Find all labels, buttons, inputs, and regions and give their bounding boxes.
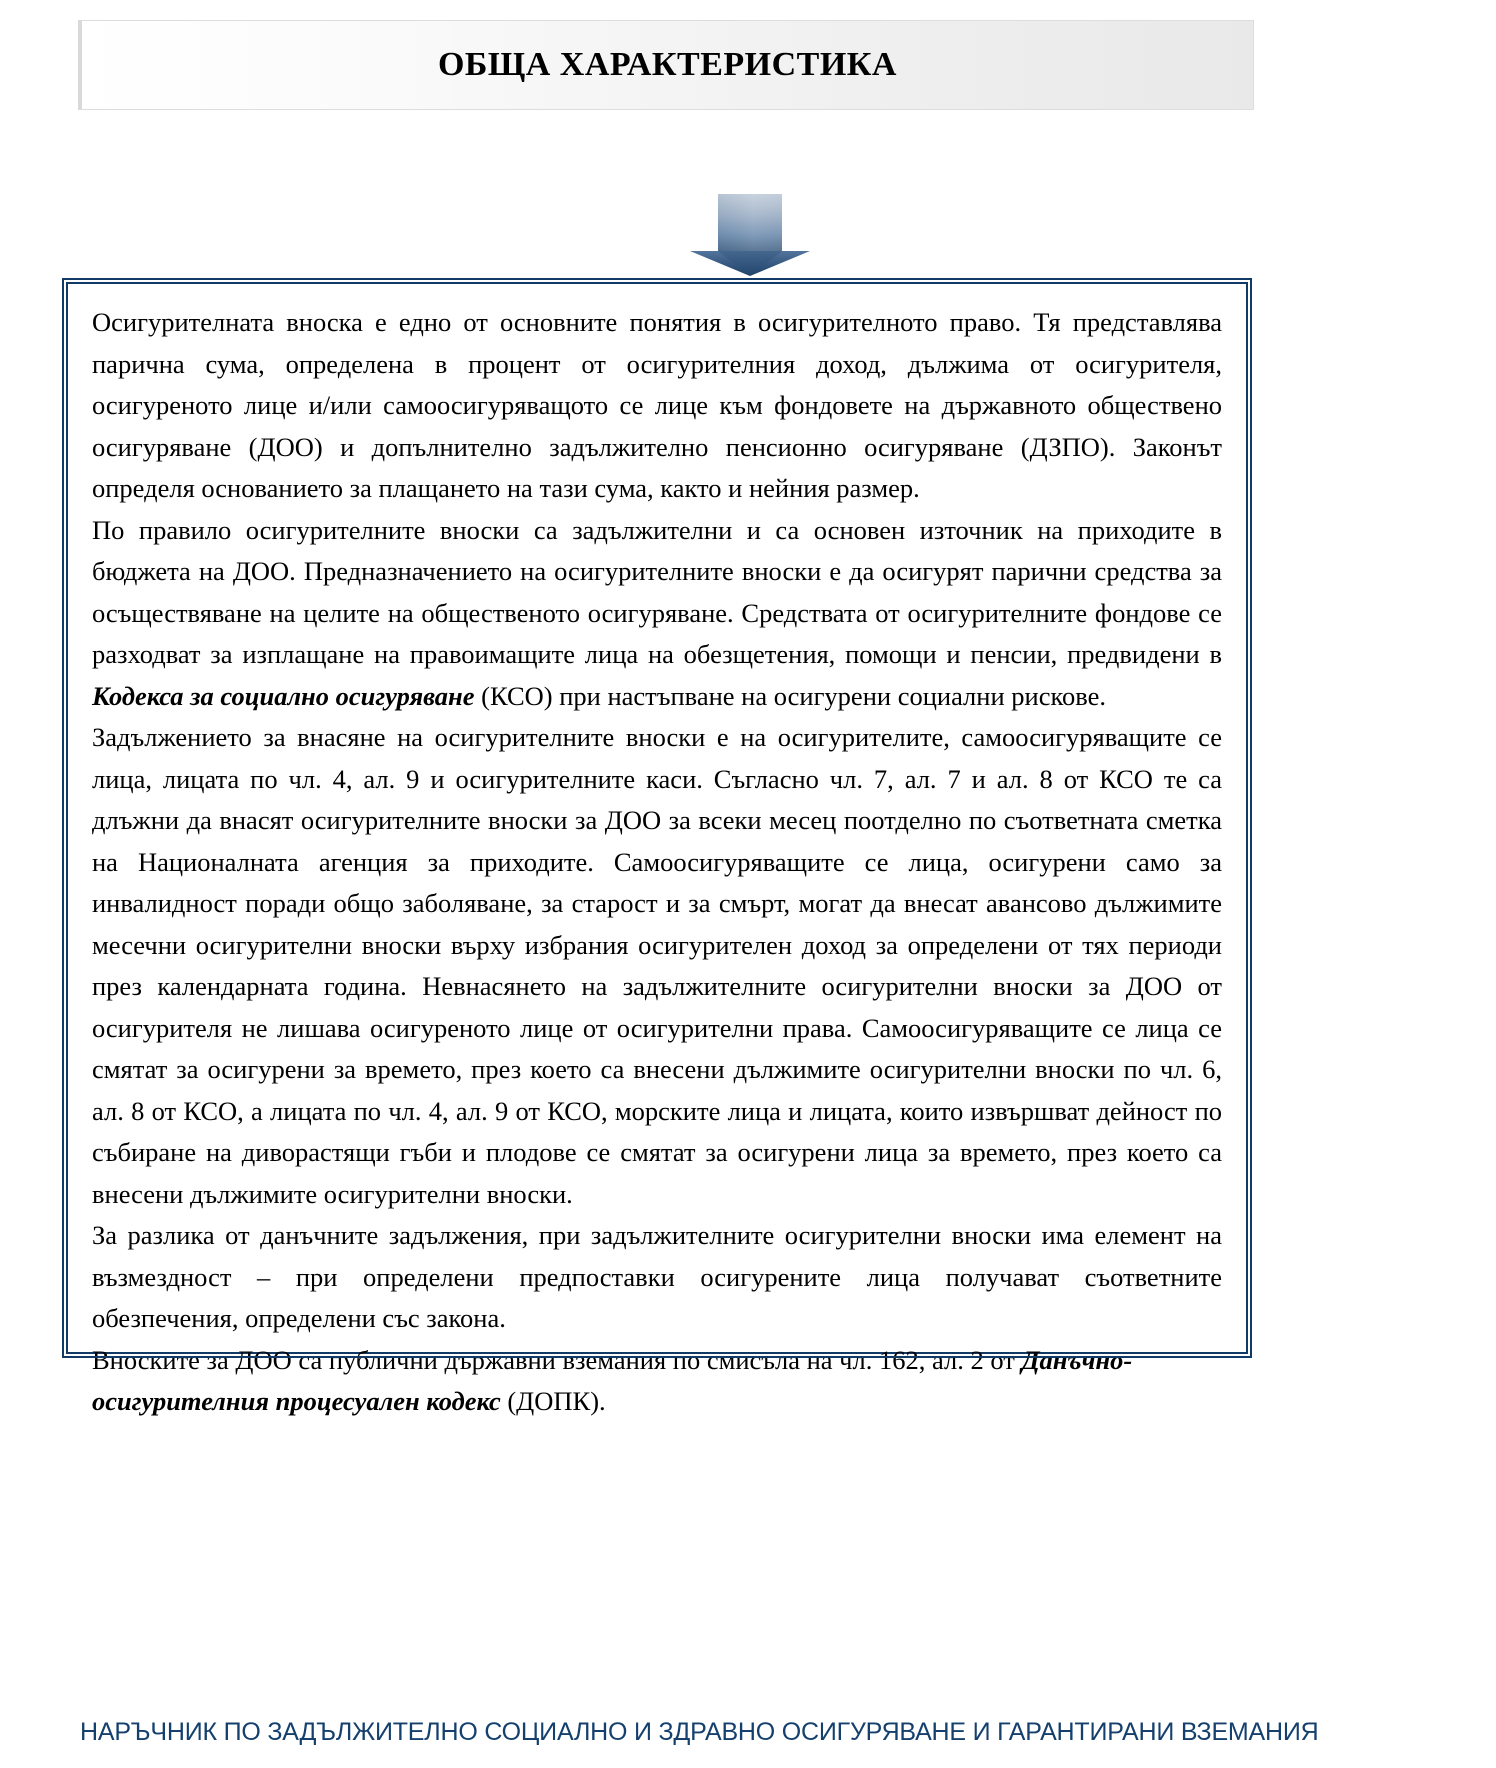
body-paragraph	[92, 1340, 1222, 1423]
body-text-run: (КСО) при настъпване на осигурени социални рискове.	[474, 680, 1106, 711]
body-paragraph	[92, 717, 1222, 1215]
section-header-banner	[78, 20, 1254, 110]
page-footer: НАРЪЧНИК ПО ЗАДЪЛЖИТЕЛНО СОЦИАЛНО И ЗДРАВНО ОСИГУРЯВАНЕ И ГАРАНТИРАНИ ВЗЕМАНИЯ	[80, 1718, 1319, 1746]
body-text-run: Задължението за внасяне на осигурителните вноски е на осигурителите, самоосигуряващите се лица, лицата по чл. 4, ал. 9 и осигурителните каси. Съгласно чл. 7, ал. 7 и ал. 8 от КСО те са длъжни да внасят осигурителните вноски за ДОО за всеки месец поотделно по съответната сметка на Националната агенция за приходите. Самоосигуряващите се лица, осигурени само за инвалидност поради общо заболяване, за старост и за смърт, могат да внесат авансово дължимите месечни осигурителни вноски върху избрания осигурителен доход за определени от тях периоди през календарната година. Невнасянето на задължителните осигурителни вноски за ДОО от осигурителя не лишава осигуреното лице от осигурителни права. Самоосигуряващите се лица се смятат за осигурени за времето, през което са внесени дължимите осигурителни вноски по чл. 6, ал. 8 от КСО, а лицата по чл. 4, ал. 9 от КСО, морските лица и лицата, които извършват дейност по събиране на диворастящи гъби и плодове се смятат за осигурени лица за времето, през което са внесени дължимите осигурителни вноски.	[92, 722, 1222, 1209]
body-text	[92, 302, 1222, 1423]
emphasized-law-title: Кодекса за социално осигуряване	[92, 680, 475, 711]
page-title: ОБЩА ХАРАКТЕРИСТИКА	[437, 46, 897, 83]
body-text-run: (ДОПК).	[500, 1386, 606, 1416]
main-text-box	[66, 282, 1248, 1416]
body-text-run: Осигурителната вноска е едно от основните понятия в осигурителното право. Тя представлява парична сума, определена в процент от осигурителния доход, дължима от осигурителя, осигуреното лице и/или самоосигуряващото се лице към фондовете на държавното обществено осигуряване (ДОО) и допълнително задължително пенсионно осигуряване (ДЗПО). Законът определя основанието за плащането на тази сума, както и нейния размер.	[92, 307, 1222, 503]
arrow-down-icon	[688, 194, 812, 276]
body-text-run: По правило осигурителните вноски са задължителни и са основен източник на приходите в бюджета на ДОО. Предназначението на осигурителните вноски е да осигурят парични средства за осъществяване на целите на общественото осигуряване. Средствата от осигурителните фондове се разходват за изплащане на правоимащите лица на обезщетения, помощи и пенсии, предвидени в	[92, 514, 1222, 669]
body-text-run: Вноските за ДОО са публични държавни вземания по смисъла на чл. 162, ал. 2 от	[92, 1344, 1022, 1375]
emphasized-law-title: Данъчно-осигурителния процесуален кодекс	[92, 1344, 1133, 1416]
body-paragraph	[92, 510, 1222, 718]
body-paragraph	[92, 1215, 1222, 1340]
body-paragraph	[92, 302, 1222, 510]
body-text-run: За разлика от данъчните задължения, при задължителните осигурителни вноски има елемент на възмездност – при определени предпоставки осигурените лица получават съответните обезпечения, определени със закона.	[92, 1220, 1222, 1333]
